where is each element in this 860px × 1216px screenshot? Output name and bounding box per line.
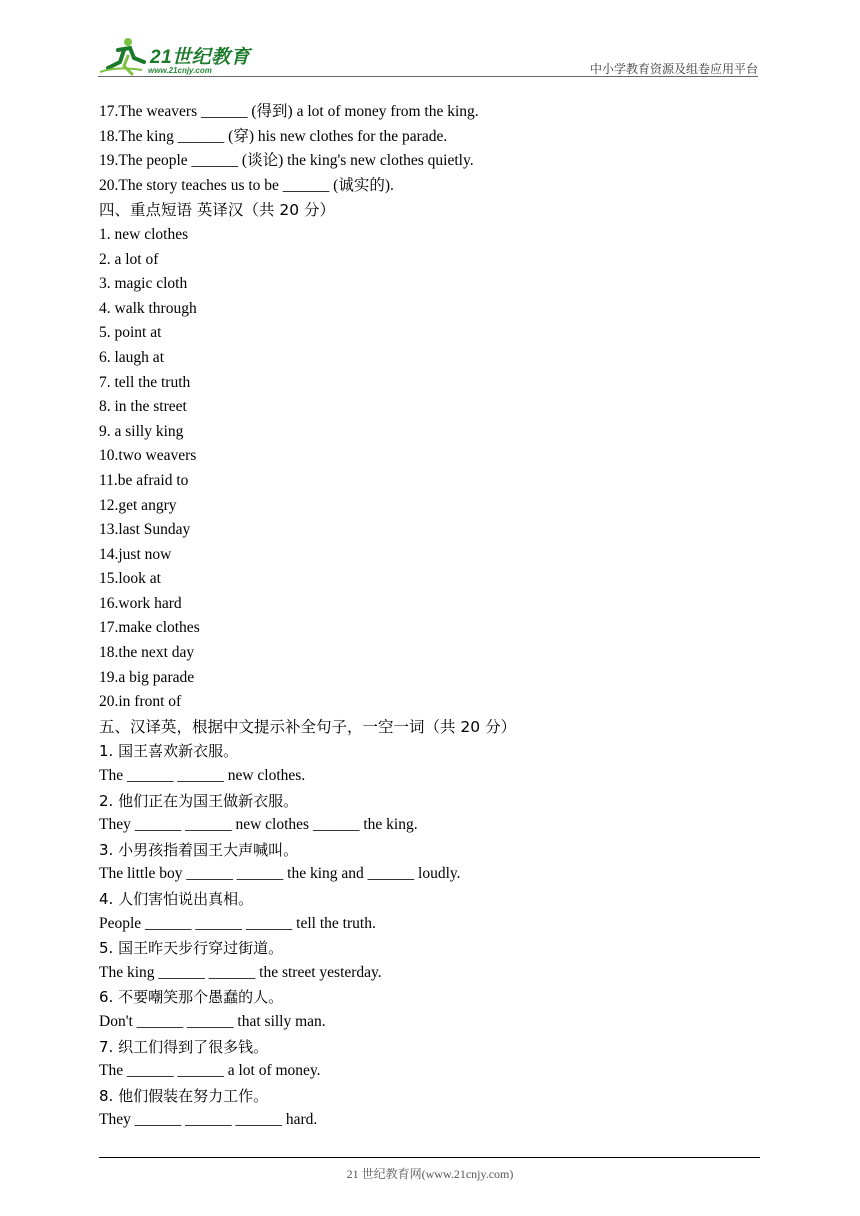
phrase-item: 17.make clothes [99, 619, 200, 637]
phrase-item: 8. in the street [99, 398, 187, 416]
phrase-item: 6. laugh at [99, 348, 164, 366]
phrase-item: 14.just now [99, 545, 172, 563]
exercise-line: 20.The story teaches us to be ______ (诚实的). [99, 176, 394, 194]
chinese-prompt: 8. 他们假装在努力工作。 [99, 1086, 269, 1105]
chinese-prompt: 5. 国王昨天步行穿过街道。 [99, 939, 284, 958]
logo-title: 21世纪教育 [150, 47, 251, 68]
chinese-prompt: 7. 织工们得到了很多钱。 [99, 1037, 269, 1056]
chinese-prompt: 1. 国王喜欢新衣服。 [99, 742, 239, 761]
header-divider [98, 76, 758, 77]
phrase-item: 7. tell the truth [99, 373, 191, 391]
phrase-item: 1. new clothes [99, 225, 189, 243]
chinese-prompt: 4. 人们害怕说出真相。 [99, 890, 254, 908]
section-heading-4: 四、重点短语 英译汉（共 20 分） [99, 201, 336, 220]
phrase-item: 2. a lot of [99, 250, 159, 268]
exercise-line: 18.The king ______ (穿) his new clothes for the parade. [99, 127, 448, 145]
phrase-item: 13.last Sunday [99, 521, 191, 539]
phrase-item: 5. point at [99, 324, 162, 342]
page-header [98, 28, 758, 80]
platform-tagline: 中小学教育资源及组卷应用平台 [589, 62, 758, 76]
english-sentence: They ______ ______ new clothes ______ the king. [99, 816, 418, 834]
phrase-item: 15.look at [99, 570, 161, 588]
english-sentence: The ______ ______ a lot of money. [99, 1062, 321, 1080]
phrase-item: 18.the next day [99, 644, 195, 662]
logo-url: www.21cnjy.com [148, 66, 212, 75]
english-sentence: They ______ ______ ______ hard. [99, 1111, 318, 1129]
phrase-item: 4. walk through [99, 299, 197, 317]
phrase-item: 11.be afraid to [99, 471, 189, 489]
footer-link[interactable]: 21 世纪教育网(www.21cnjy.com) [346, 1167, 514, 1181]
phrase-item: 16.work hard [99, 594, 182, 612]
phrase-item: 12.get angry [99, 496, 177, 514]
section-heading-5: 五、汉译英，根据中文提示补全句子，一空一词（共 20 分） [99, 717, 517, 736]
site-logo[interactable] [98, 36, 268, 76]
chinese-prompt: 3. 小男孩指着国王大声喊叫。 [99, 840, 299, 859]
worksheet-content [99, 100, 759, 1133]
phrase-item: 10.two weavers [99, 447, 197, 465]
exercise-line: 17.The weavers ______ (得到) a lot of money from the king. [99, 103, 479, 120]
phrase-item: 9. a silly king [99, 422, 184, 440]
chinese-prompt: 6. 不要嘲笑那个愚蠢的人。 [99, 988, 284, 1007]
runner-logo-icon [98, 36, 148, 76]
english-sentence: People ______ ______ ______ tell the truth. [99, 914, 376, 932]
phrase-item: 19.a big parade [99, 668, 195, 686]
phrase-item: 3. magic cloth [99, 275, 188, 293]
phrase-item: 20.in front of [99, 693, 182, 711]
chinese-prompt: 2. 他们正在为国王做新衣服。 [99, 791, 299, 810]
english-sentence: The king ______ ______ the street yesterday. [99, 963, 382, 981]
english-sentence: The ______ ______ new clothes. [99, 767, 306, 785]
english-sentence: Don't ______ ______ that silly man. [99, 1012, 326, 1030]
footer-divider [99, 1157, 760, 1158]
exercise-line: 19.The people ______ (谈论) the king's new clothes quietly. [99, 152, 474, 170]
english-sentence: The little boy ______ ______ the king and ______ loudly. [99, 865, 461, 883]
